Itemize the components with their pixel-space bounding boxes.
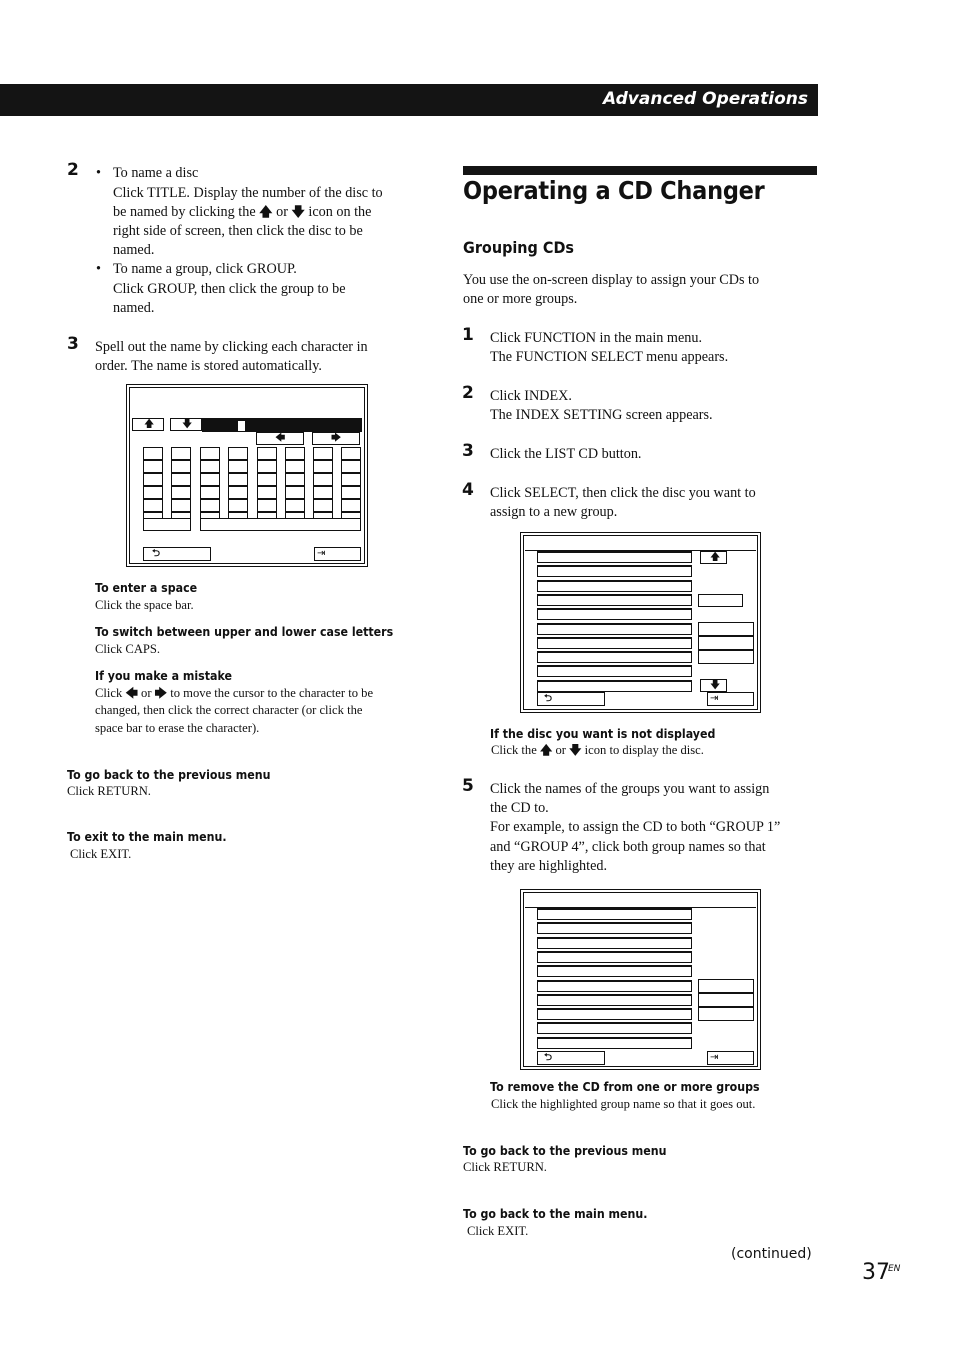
step-text: Click GROUP, then click the group to be: [113, 281, 346, 297]
step-text: named.: [113, 242, 155, 258]
continued-label: (continued): [731, 1246, 812, 1262]
character-key[interactable]: [171, 486, 191, 499]
step-text: the CD to.: [490, 800, 549, 816]
step-text: they are highlighted.: [490, 858, 608, 874]
group-option[interactable]: [698, 1007, 754, 1021]
note-heading: To enter a space: [95, 581, 198, 595]
group-option[interactable]: [698, 993, 754, 1007]
caps-key[interactable]: [143, 518, 191, 531]
text-cursor: [238, 421, 245, 431]
character-key[interactable]: [313, 460, 333, 473]
return-button[interactable]: [537, 692, 605, 706]
note-heading: To go back to the previous menu: [67, 768, 271, 782]
character-key[interactable]: [285, 499, 305, 512]
bullet-marker: •: [96, 165, 101, 181]
return-icon: ⮌: [544, 1052, 553, 1063]
select-button[interactable]: [698, 594, 743, 607]
note-text: Click RETURN.: [67, 784, 151, 798]
scroll-up-button[interactable]: [132, 418, 164, 431]
note-text: Click the highlighted group name so that it goes out.: [491, 1097, 756, 1111]
disc-row[interactable]: [537, 980, 692, 992]
page-number-suffix: EN: [888, 1264, 901, 1274]
note-heading: If you make a mistake: [95, 669, 232, 683]
step-text: be named by clicking the: [113, 204, 256, 220]
cursor-left-button[interactable]: [256, 432, 304, 445]
group-option[interactable]: [698, 650, 754, 664]
note-heading: To switch between upper and lower case letters: [95, 625, 394, 639]
note-text: Click the space bar.: [95, 598, 194, 612]
note-text: Click the: [491, 743, 537, 757]
note-heading: To remove the CD from one or more groups: [490, 1080, 760, 1094]
step-text: Click TITLE. Display the number of the disc to: [113, 185, 383, 201]
disc-row[interactable]: [537, 608, 692, 620]
character-key[interactable]: [171, 499, 191, 512]
disc-row[interactable]: [537, 551, 692, 563]
disc-row[interactable]: [537, 665, 692, 677]
character-key[interactable]: [313, 447, 333, 460]
exit-button[interactable]: [707, 1051, 754, 1065]
character-key[interactable]: [143, 486, 163, 499]
group-option[interactable]: [698, 622, 754, 636]
character-key[interactable]: [257, 499, 277, 512]
disc-row[interactable]: [537, 908, 692, 920]
note-text: space bar to erase the character).: [95, 721, 260, 735]
character-key[interactable]: [285, 447, 305, 460]
note-text: Click EXIT.: [70, 847, 132, 861]
step-text: The INDEX SETTING screen appears.: [490, 407, 713, 423]
note-text: Click CAPS.: [95, 642, 161, 656]
step-text: icon on the: [308, 204, 372, 220]
step-text: Click FUNCTION in the main menu.: [490, 330, 703, 346]
character-key[interactable]: [313, 499, 333, 512]
disc-row[interactable]: [537, 994, 692, 1006]
note-heading: To go back to the main menu.: [463, 1207, 648, 1221]
step-text: To name a disc: [113, 165, 199, 181]
note-text: or: [555, 743, 566, 757]
step-text: named.: [113, 300, 155, 316]
disc-row[interactable]: [537, 651, 692, 663]
character-key[interactable]: [143, 460, 163, 473]
disc-row[interactable]: [537, 937, 692, 949]
return-icon: ⮌: [544, 693, 553, 704]
character-key[interactable]: [341, 447, 361, 460]
disc-row[interactable]: [537, 594, 692, 606]
note-text: icon to display the disc.: [584, 743, 704, 757]
character-key[interactable]: [285, 460, 305, 473]
disc-row[interactable]: [537, 1022, 692, 1034]
note-heading: To go back to the previous menu: [463, 1144, 667, 1158]
down-arrow-icon: 🡇: [569, 743, 582, 757]
character-key[interactable]: [341, 499, 361, 512]
character-key[interactable]: [200, 499, 220, 512]
character-key[interactable]: [200, 486, 220, 499]
disc-row[interactable]: [537, 565, 692, 577]
return-button[interactable]: [537, 1051, 605, 1065]
note-text: changed, then click the correct character (or click the: [95, 703, 363, 717]
exit-button[interactable]: [707, 692, 754, 706]
right-arrow-icon: 🡆: [154, 686, 168, 700]
disc-row[interactable]: [537, 637, 692, 649]
step-number: 2: [67, 160, 79, 180]
step-text: [113, 203, 371, 222]
disc-row[interactable]: [537, 580, 692, 592]
character-key[interactable]: [171, 447, 191, 460]
return-button[interactable]: [143, 547, 211, 561]
step-text: Click the names of the groups you want to assign: [490, 781, 770, 797]
character-key[interactable]: [228, 460, 248, 473]
note-text: Click EXIT.: [467, 1224, 529, 1238]
section-banner: [0, 84, 818, 116]
scroll-down-button[interactable]: [170, 418, 202, 431]
down-arrow-icon: 🡇: [182, 419, 193, 430]
up-arrow-icon: 🡅: [259, 205, 273, 220]
up-arrow-icon: 🡅: [144, 419, 155, 430]
scroll-down-button[interactable]: [700, 679, 727, 692]
character-key[interactable]: [341, 473, 361, 486]
step-number: 5: [462, 776, 474, 796]
up-arrow-icon: 🡅: [710, 552, 721, 563]
character-key[interactable]: [257, 447, 277, 460]
step-text: and “GROUP 4”, click both group names so that: [490, 839, 766, 855]
step-text: Click the LIST CD button.: [490, 446, 642, 462]
bullet-marker: •: [96, 261, 101, 277]
note-text: Click: [95, 686, 123, 700]
disc-row[interactable]: [537, 623, 692, 635]
title-rule: [463, 166, 817, 175]
cursor-right-button[interactable]: [312, 432, 360, 445]
character-key[interactable]: [228, 499, 248, 512]
note-text: [95, 685, 373, 703]
return-icon: ⮌: [152, 548, 161, 559]
character-key[interactable]: [143, 499, 163, 512]
right-arrow-icon: 🡆: [331, 433, 342, 444]
section-title: Advanced Operations: [602, 89, 808, 109]
character-key[interactable]: [313, 473, 333, 486]
disc-row[interactable]: [537, 922, 692, 934]
character-key[interactable]: [200, 447, 220, 460]
down-arrow-icon: 🡇: [291, 205, 305, 220]
character-key[interactable]: [257, 460, 277, 473]
character-key[interactable]: [285, 473, 305, 486]
character-key[interactable]: [171, 460, 191, 473]
character-key[interactable]: [257, 473, 277, 486]
character-key[interactable]: [228, 473, 248, 486]
disc-row[interactable]: [537, 965, 692, 977]
up-arrow-icon: 🡅: [539, 743, 553, 757]
character-key[interactable]: [341, 486, 361, 499]
disc-list-screen-diagram: [520, 532, 761, 713]
disc-row[interactable]: [537, 1037, 692, 1049]
name-entry-screen-diagram: [126, 384, 368, 567]
step-text: Click SELECT, then click the disc you want to: [490, 485, 756, 501]
character-key[interactable]: [143, 447, 163, 460]
step-number: 1: [462, 325, 474, 345]
step-text: To name a group, click GROUP.: [113, 261, 297, 277]
step-text: For example, to assign the CD to both “GROUP 1”: [490, 819, 781, 835]
step-number: 4: [462, 480, 474, 500]
character-key[interactable]: [200, 473, 220, 486]
group-assign-screen-diagram: [520, 889, 761, 1070]
step-text: right side of screen, then click the disc to be: [113, 223, 363, 239]
note-text: [491, 742, 704, 760]
step-text: assign to a new group.: [490, 504, 618, 520]
scroll-up-button[interactable]: [700, 551, 727, 564]
step-number: 2: [462, 383, 474, 403]
exit-icon: ⇥: [710, 693, 719, 704]
group-option[interactable]: [698, 979, 754, 993]
character-key[interactable]: [257, 486, 277, 499]
character-key[interactable]: [341, 460, 361, 473]
step-text: The FUNCTION SELECT menu appears.: [490, 349, 729, 365]
note-heading: If the disc you want is not displayed: [490, 727, 716, 741]
space-bar[interactable]: [200, 518, 361, 531]
page-number: 37: [862, 1260, 890, 1285]
note-text: to move the cursor to the character to be: [170, 686, 374, 700]
note-text: Click RETURN.: [463, 1160, 547, 1174]
exit-icon: ⇥: [317, 548, 326, 559]
name-field[interactable]: [202, 418, 362, 432]
exit-icon: ⇥: [710, 1052, 719, 1063]
character-key[interactable]: [143, 473, 163, 486]
note-heading: To exit to the main menu.: [67, 830, 227, 844]
down-arrow-icon: 🡇: [710, 680, 721, 691]
note-text: or: [141, 686, 152, 700]
disc-row[interactable]: [537, 1008, 692, 1020]
intro-text: one or more groups.: [463, 291, 578, 307]
step-text: order. The name is stored automatically.: [95, 358, 322, 374]
step-text: Click INDEX.: [490, 388, 572, 404]
section-subtitle: Grouping CDs: [463, 238, 574, 257]
disc-row[interactable]: [537, 680, 692, 692]
character-key[interactable]: [313, 486, 333, 499]
character-key[interactable]: [200, 460, 220, 473]
intro-text: You use the on-screen display to assign your CDs to: [463, 272, 760, 288]
exit-button[interactable]: [314, 547, 361, 561]
left-arrow-icon: 🡄: [275, 433, 286, 444]
character-key[interactable]: [285, 486, 305, 499]
left-arrow-icon: 🡄: [125, 686, 138, 700]
step-number: 3: [462, 441, 474, 461]
page-title: Operating a CD Changer: [463, 176, 765, 205]
character-key[interactable]: [228, 486, 248, 499]
character-key[interactable]: [228, 447, 248, 460]
disc-row[interactable]: [537, 951, 692, 963]
character-key[interactable]: [171, 473, 191, 486]
group-option[interactable]: [698, 636, 754, 650]
step-text: or: [276, 204, 288, 220]
step-number: 3: [67, 334, 79, 354]
step-text: Spell out the name by clicking each character in: [95, 339, 368, 355]
